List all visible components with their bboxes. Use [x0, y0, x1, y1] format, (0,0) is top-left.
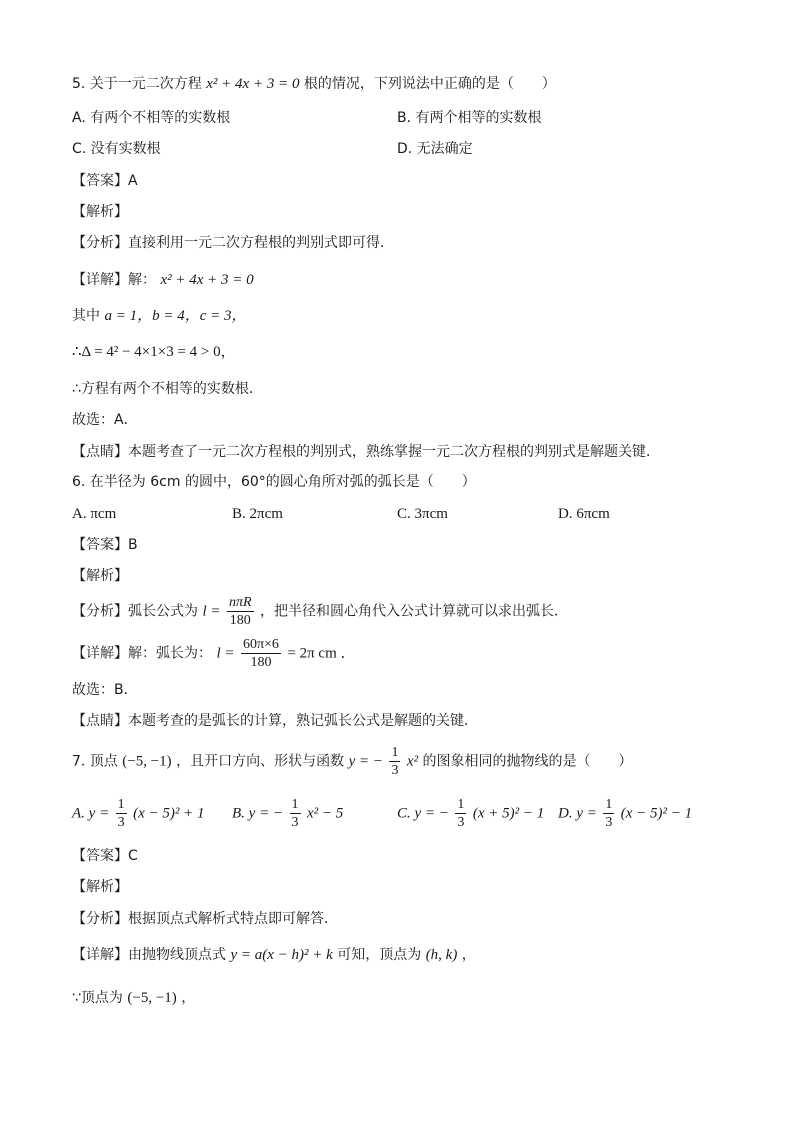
q7-option-b-lhs: B. y = − [232, 805, 284, 822]
q7-analysis-heading: 【解析】 [72, 879, 128, 895]
q6-stem: 6. 在半径为 6cm 的圆中，60°的圆心角所对弧的弧长是（ ） [72, 474, 476, 490]
q7-option-d-lhs: D. y = [558, 805, 597, 822]
q5-coefficients-values: a = 1，b = 4，c = 3， [104, 308, 247, 324]
q7-because-text-b: ， [181, 990, 196, 1006]
q6-dianjing: 【点睛】本题考查的是弧长的计算，熟记弧长公式是解题的关键． [72, 713, 478, 729]
q5-delta-line: ∴Δ = 4² − 4×1×3 = 4 > 0， [72, 344, 236, 360]
q6-answer: 【答案】B [72, 537, 138, 553]
q6-fenxi-text-a: 【分析】弧长公式为 [72, 603, 198, 620]
q5-conclusion: ∴方程有两个不相等的实数根． [72, 381, 263, 397]
q7-xiangjie-text-b: 可知，顶点为 [337, 947, 422, 963]
q5-stem-text-b: 根的情况，下列说法中正确的是（ ） [303, 76, 556, 92]
q5-option-b: B. 有两个相等的实数根 [397, 110, 542, 126]
q7-option-c [397, 796, 544, 831]
q6-fenxi [72, 594, 568, 629]
q7-func-denominator: 3 [391, 763, 399, 778]
q6-xiangjie [72, 636, 355, 671]
q7-option-d-denominator: 3 [605, 815, 613, 830]
q6-fenxi-text-b: ，把半径和圆心角代入公式计算就可以求出弧长． [259, 603, 568, 620]
q5-select: 故选：A． [72, 412, 138, 428]
q7-option-d [558, 796, 692, 831]
q6-calc-result: = 2π cm ． [287, 645, 356, 662]
q7-option-b-denominator: 3 [291, 815, 299, 830]
q7-option-a-fraction [116, 796, 127, 831]
q6-formula-denominator: 180 [229, 613, 251, 628]
q5-equation: x² + 4x + 3 = 0 [206, 76, 300, 92]
q6-calc-denominator: 180 [250, 655, 272, 670]
q6-option-b: B. 2πcm [232, 506, 283, 522]
q5-xiangjie [72, 270, 254, 290]
q7-option-c-denominator: 3 [457, 815, 465, 830]
q7-answer: 【答案】C [72, 848, 138, 864]
q7-xiangjie-text-c: ， [461, 947, 476, 963]
q7-xiangjie [72, 945, 476, 965]
q5-option-c: C. 没有实数根 [72, 141, 161, 157]
q7-fenxi: 【分析】根据顶点式解析式特点即可解答． [72, 911, 338, 927]
q7-func-numerator: 1 [391, 745, 399, 760]
q7-option-b-rhs: x² − 5 [306, 805, 344, 822]
q6-formula-lhs: l = [202, 603, 221, 620]
q6-formula-numerator: nπR [228, 595, 252, 610]
q7-vertex: (−5, −1) [122, 753, 172, 770]
q6-select: 故选：B． [72, 682, 138, 698]
q7-option-a [72, 796, 205, 831]
q6-analysis-heading: 【解析】 [72, 568, 128, 584]
q7-vertex-form: y = a(x − h)² + k [230, 947, 333, 963]
q7-option-a-rhs: (x − 5)² + 1 [133, 805, 205, 822]
q7-option-a-denominator: 3 [117, 815, 125, 830]
q5-coefficients-label: 其中 [72, 308, 100, 324]
q7-func-rhs: x² [406, 753, 419, 770]
q5-fenxi: 【分析】直接利用一元二次方程根的判别式即可得． [72, 235, 394, 251]
q6-calc-lhs: l = [216, 645, 235, 662]
q5-xiangjie-label: 【详解】解： [72, 272, 156, 288]
q6-calc-numerator: 60π×6 [242, 637, 279, 652]
q5-stem [72, 74, 556, 94]
q7-option-b [232, 796, 343, 831]
q7-option-d-fraction [603, 796, 614, 831]
q7-because-vertex: (−5, −1) [127, 990, 177, 1006]
q5-option-a: A. 有两个不相等的实数根 [72, 110, 231, 126]
q7-stem-text-a: 7. 顶点 [72, 753, 118, 770]
q5-dianjing: 【点睛】本题考查了一元二次方程根的判别式，熟练掌握一元二次方程根的判别式是解题关键． [72, 444, 660, 460]
q5-coefficients [72, 306, 246, 326]
q7-func-fraction [389, 744, 400, 779]
q7-hk: (h, k) [425, 947, 458, 963]
q7-option-a-numerator: 1 [117, 797, 125, 812]
q6-xiangjie-text: 【详解】解：弧长为： [72, 645, 212, 662]
q7-option-c-rhs: (x + 5)² − 1 [472, 805, 545, 822]
q7-option-a-lhs: A. y = [72, 805, 110, 822]
q5-stem-text-a: 5. 关于一元二次方程 [72, 76, 202, 92]
q7-option-c-numerator: 1 [457, 797, 465, 812]
q7-option-c-lhs: C. y = − [397, 805, 449, 822]
q7-option-c-fraction [455, 796, 466, 831]
q7-stem-text-c: 的图象相同的抛物线的是（ ） [422, 753, 633, 770]
q7-xiangjie-text-a: 【详解】由抛物线顶点式 [72, 947, 226, 963]
q6-calc-fraction [241, 636, 281, 671]
q5-analysis-heading: 【解析】 [72, 204, 128, 220]
q6-option-a: A. πcm [72, 506, 117, 522]
q6-option-c: C. 3πcm [397, 506, 448, 522]
q7-stem-text-b: ，且开口方向、形状与函数 [176, 753, 345, 770]
q7-stem [72, 744, 633, 779]
q7-option-d-numerator: 1 [605, 797, 613, 812]
q7-because [72, 988, 195, 1008]
q7-because-text-a: ∵顶点为 [72, 990, 123, 1006]
q5-option-d: D. 无法确定 [397, 141, 473, 157]
q7-option-b-numerator: 1 [291, 797, 299, 812]
q7-option-b-fraction [290, 796, 301, 831]
q7-option-d-rhs: (x − 5)² − 1 [620, 805, 693, 822]
q7-func-lhs: y = − [348, 753, 383, 770]
q5-xiangjie-equation: x² + 4x + 3 = 0 [160, 272, 254, 288]
q6-formula-fraction [227, 594, 254, 629]
q6-option-d: D. 6πcm [558, 506, 610, 522]
q5-answer: 【答案】A [72, 173, 138, 189]
